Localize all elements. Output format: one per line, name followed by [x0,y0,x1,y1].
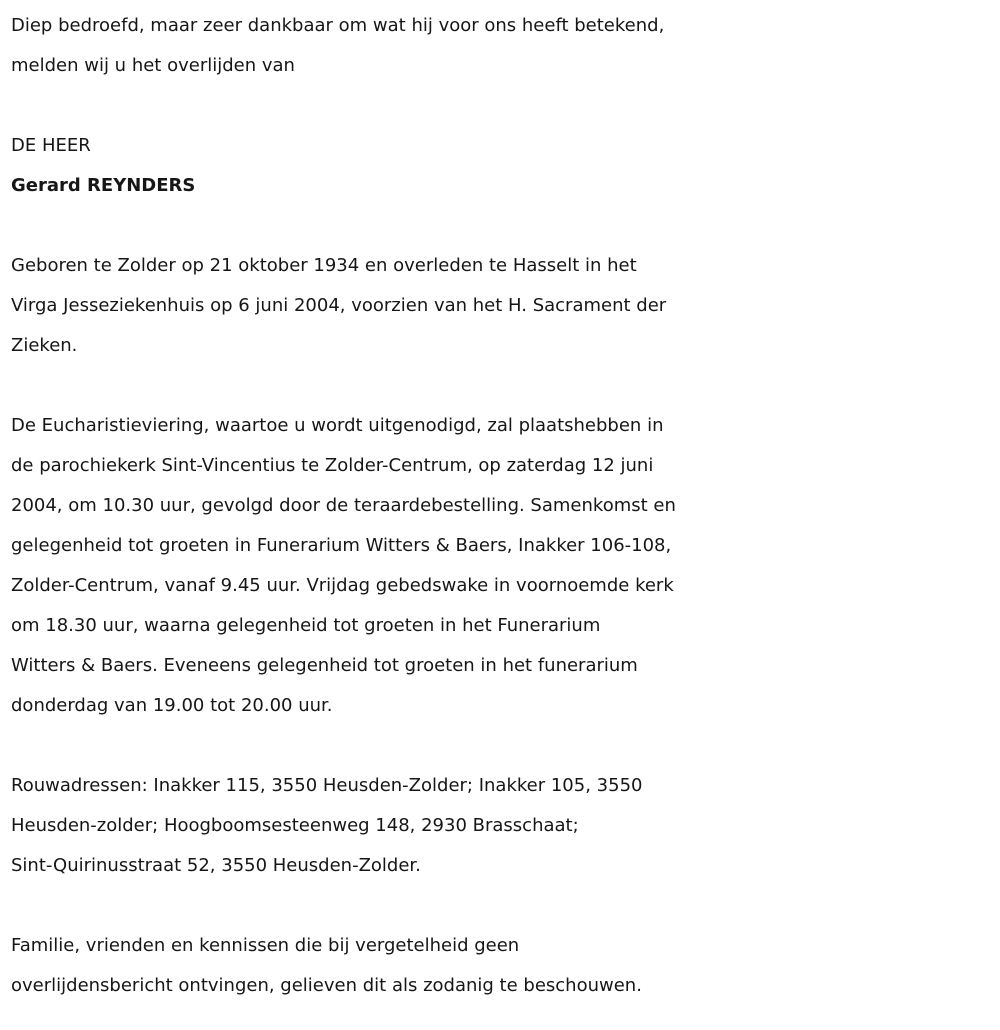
deceased-title: DE HEER [11,135,91,156]
birth-death-line: Zieken. [11,335,78,356]
ceremony-line: Witters & Baers. Eveneens gelegenheid tot groeten in het funerarium [11,655,638,676]
paragraph-spacer [11,886,996,926]
intro-line: Diep bedroefd, maar zeer dankbaar om wat hij voor ons heeft betekend, [11,15,665,36]
closing-line: Familie, vrienden en kennissen die bij vergetelheid geen [11,935,520,956]
paragraph-spacer [11,86,996,126]
intro-line: melden wij u het overlijden van [11,55,295,76]
birth-death-line: Geboren te Zolder op 21 oktober 1934 en overleden te Hasselt in het [11,255,637,276]
addresses-line: Sint-Quirinusstraat 52, 3550 Heusden-Zolder. [11,855,421,876]
ceremony-line: De Eucharistieviering, waartoe u wordt uitgenodigd, zal plaatshebben in [11,415,664,436]
closing-paragraph [11,926,996,1006]
ceremony-line: gelegenheid tot groeten in Funerarium Witters & Baers, Inakker 106-108, [11,535,672,556]
addresses-line: Heusden-zolder; Hoogboomsesteenweg 148, 2930 Brasschaat; [11,815,579,836]
addresses-line: Rouwadressen: Inakker 115, 3550 Heusden-Zolder; Inakker 105, 3550 [11,775,643,796]
intro-paragraph [11,6,996,86]
deceased-block [11,126,996,206]
paragraph-spacer [11,366,996,406]
paragraph-spacer [11,726,996,766]
deceased-name: Gerard REYNDERS [11,175,196,196]
paragraph-spacer [11,206,996,246]
ceremony-line: de parochiekerk Sint-Vincentius te Zolder-Centrum, op zaterdag 12 juni [11,455,654,476]
closing-line: overlijdensbericht ontvingen, gelieven dit als zodanig te beschouwen. [11,975,642,996]
ceremony-line: om 18.30 uur, waarna gelegenheid tot groeten in het Funerarium [11,615,601,636]
ceremony-line: donderdag van 19.00 tot 20.00 uur. [11,695,333,716]
birth-death-paragraph [11,246,996,366]
ceremony-paragraph [11,406,996,726]
addresses-paragraph [11,766,996,886]
obituary-notice [11,6,996,1006]
ceremony-line: Zolder-Centrum, vanaf 9.45 uur. Vrijdag gebedswake in voornoemde kerk [11,575,674,596]
birth-death-line: Virga Jesseziekenhuis op 6 juni 2004, voorzien van het H. Sacrament der [11,295,667,316]
ceremony-line: 2004, om 10.30 uur, gevolgd door de teraardebestelling. Samenkomst en [11,495,676,516]
